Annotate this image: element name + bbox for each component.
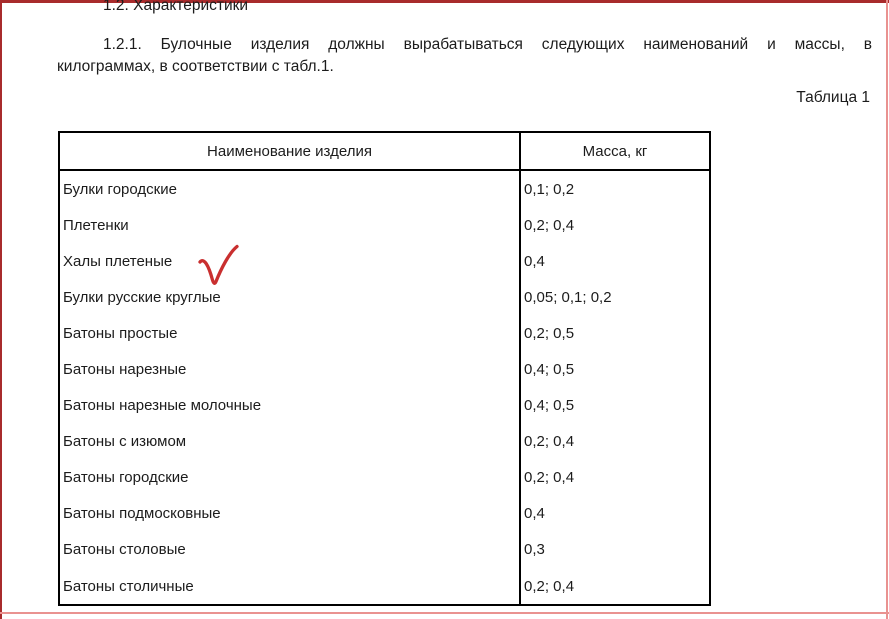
table-row bbox=[60, 424, 709, 460]
product-mass-cell: 0,4 bbox=[524, 505, 545, 523]
table-caption: Таблица 1 bbox=[796, 89, 870, 106]
table-row bbox=[60, 460, 709, 496]
table-row bbox=[60, 351, 709, 387]
section-heading: 1.2. Характеристики bbox=[103, 0, 249, 14]
product-mass-cell: 0,4; 0,5 bbox=[524, 397, 575, 415]
table-row bbox=[60, 171, 709, 207]
table-header-row bbox=[60, 133, 709, 171]
product-mass-cell: 0,3 bbox=[524, 541, 545, 559]
table-row bbox=[60, 532, 709, 568]
product-mass-cell: 0,2; 0,4 bbox=[524, 216, 575, 234]
paragraph-line-2: килограммах, в соответствии с табл.1. bbox=[57, 57, 334, 75]
product-mass-cell: 0,05; 0,1; 0,2 bbox=[524, 288, 612, 306]
table-header-name: Наименование изделия bbox=[60, 133, 521, 169]
paragraph-1-2-1 bbox=[57, 34, 872, 77]
table-row bbox=[60, 207, 709, 243]
table-body bbox=[60, 171, 709, 604]
table-header-mass: Масса, кг bbox=[582, 142, 648, 160]
product-name-cell: Батоны нарезные bbox=[60, 351, 521, 387]
table-row bbox=[60, 315, 709, 351]
product-name-cell: Батоны подмосковные bbox=[60, 496, 521, 532]
product-name-cell: Батоны с изюмом bbox=[60, 424, 521, 460]
annotation-frame-left bbox=[0, 0, 2, 619]
products-table bbox=[58, 131, 711, 606]
table-row bbox=[60, 496, 709, 532]
product-name-cell: Плетенки bbox=[60, 207, 521, 243]
table-row bbox=[60, 388, 709, 424]
product-name-cell: Батоны городские bbox=[60, 460, 521, 496]
product-mass-cell: 0,1; 0,2 bbox=[524, 180, 575, 198]
product-mass-cell: 0,2; 0,5 bbox=[524, 324, 575, 342]
table-row bbox=[60, 568, 709, 604]
table-row bbox=[60, 243, 709, 279]
product-mass-cell: 0,2; 0,4 bbox=[524, 577, 575, 595]
product-mass-cell: 0,4 bbox=[524, 252, 545, 270]
product-mass-cell: 0,2; 0,4 bbox=[524, 433, 575, 451]
product-mass-cell: 0,4; 0,5 bbox=[524, 361, 575, 379]
annotation-frame-right bbox=[886, 0, 888, 619]
product-name-cell: Батоны простые bbox=[60, 315, 521, 351]
annotation-frame-bottom bbox=[0, 612, 889, 614]
product-name-cell: Халы плетеные bbox=[60, 243, 521, 279]
product-name-cell: Батоны столичные bbox=[60, 568, 521, 604]
red-checkmark-icon bbox=[196, 242, 242, 288]
product-name-cell: Батоны столовые bbox=[60, 532, 521, 568]
product-name-cell: Булки городские bbox=[60, 171, 521, 207]
product-mass-cell: 0,2; 0,4 bbox=[524, 469, 575, 487]
product-name-cell: Батоны нарезные молочные bbox=[60, 388, 521, 424]
paragraph-line-1: 1.2.1. Булочные изделия должны вырабатываться следующих наименований и массы, в bbox=[103, 36, 872, 53]
product-name-cell: Булки русские круглые bbox=[60, 279, 521, 315]
table-row bbox=[60, 279, 709, 315]
